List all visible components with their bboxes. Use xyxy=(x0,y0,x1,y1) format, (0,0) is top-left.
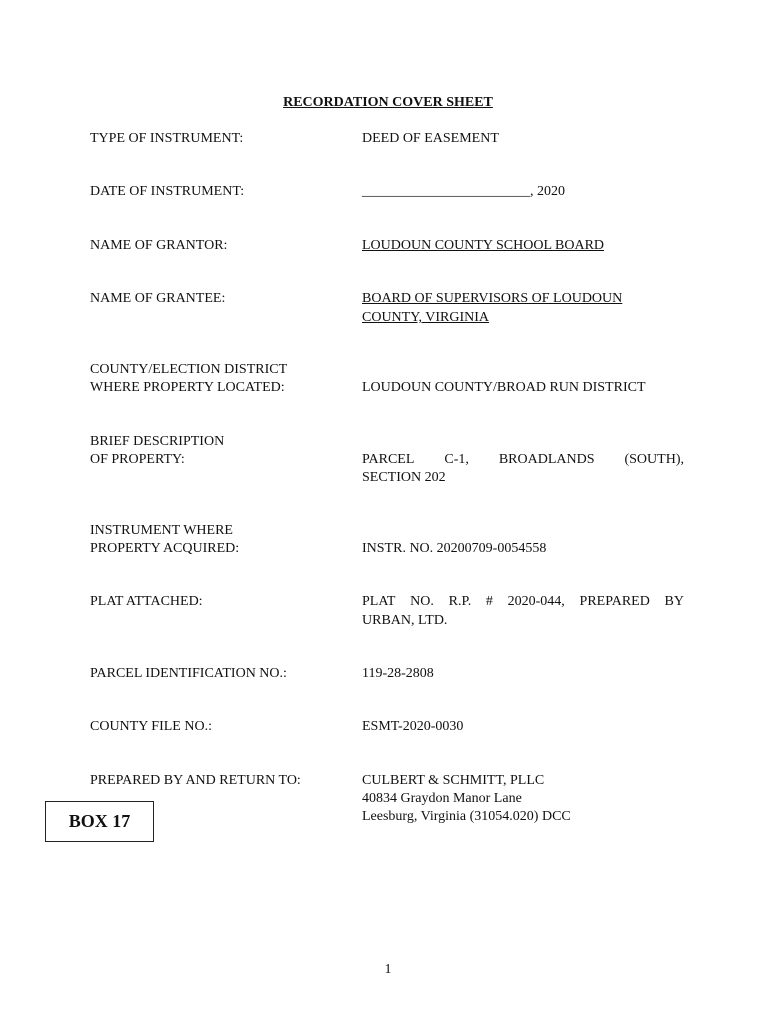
plat-word: BY xyxy=(664,594,684,609)
type-of-instrument-label: TYPE OF INSTRUMENT: xyxy=(90,131,244,146)
county-file-value: ESMT-2020-0030 xyxy=(362,719,464,734)
description-label-line1: BRIEF DESCRIPTION xyxy=(90,434,225,449)
plat-label: PLAT ATTACHED: xyxy=(90,594,203,609)
prepared-by-line2: 40834 Graydon Manor Lane xyxy=(362,791,522,806)
document-title: RECORDATION COVER SHEET xyxy=(283,95,493,110)
description-word: PARCEL xyxy=(362,452,415,467)
description-word: (SOUTH), xyxy=(624,452,684,467)
description-value-line1 xyxy=(362,451,684,469)
type-of-instrument-value: DEED OF EASEMENT xyxy=(362,131,499,146)
plat-word: 2020-044, xyxy=(507,594,565,609)
county-district-label-line2: WHERE PROPERTY LOCATED: xyxy=(90,380,285,395)
grantor-value: LOUDOUN COUNTY SCHOOL BOARD xyxy=(362,238,605,253)
box-label: BOX 17 xyxy=(45,801,154,842)
parcel-id-value: 119-28-2808 xyxy=(362,666,434,681)
county-file-label: COUNTY FILE NO.: xyxy=(90,719,212,734)
plat-word: PREPARED xyxy=(579,594,650,609)
date-of-instrument-value: ________________________, 2020 xyxy=(362,184,565,199)
description-word: BROADLANDS xyxy=(498,452,595,467)
grantee-value-line1: BOARD OF SUPERVISORS OF LOUDOUN xyxy=(362,291,623,306)
description-word: C-1, xyxy=(444,452,469,467)
prepared-by-label: PREPARED BY AND RETURN TO: xyxy=(90,773,301,788)
grantor-label: NAME OF GRANTOR: xyxy=(90,238,228,253)
description-value-line2: SECTION 202 xyxy=(362,470,446,485)
county-district-label-line1: COUNTY/ELECTION DISTRICT xyxy=(90,362,288,377)
county-district-value: LOUDOUN COUNTY/BROAD RUN DISTRICT xyxy=(362,380,646,395)
acquired-label-line1: INSTRUMENT WHERE xyxy=(90,523,233,538)
description-label-line2: OF PROPERTY: xyxy=(90,452,185,467)
acquired-label-line2: PROPERTY ACQUIRED: xyxy=(90,541,240,556)
plat-word: PLAT xyxy=(362,594,396,609)
plat-value-line2: URBAN, LTD. xyxy=(362,613,448,628)
plat-word: R.P. xyxy=(448,594,472,609)
parcel-id-label: PARCEL IDENTIFICATION NO.: xyxy=(90,666,287,681)
prepared-by-line3: Leesburg, Virginia (31054.020) DCC xyxy=(362,809,571,824)
page-number: 1 xyxy=(384,962,392,977)
grantee-value-line2: COUNTY, VIRGINIA xyxy=(362,310,490,325)
plat-word: # xyxy=(485,594,493,609)
plat-value-line1 xyxy=(362,593,684,611)
acquired-value: INSTR. NO. 20200709-0054558 xyxy=(362,541,547,556)
grantee-label: NAME OF GRANTEE: xyxy=(90,291,226,306)
prepared-by-line1: CULBERT & SCHMITT, PLLC xyxy=(362,773,545,788)
date-of-instrument-label: DATE OF INSTRUMENT: xyxy=(90,184,245,199)
plat-word: NO. xyxy=(410,594,434,609)
